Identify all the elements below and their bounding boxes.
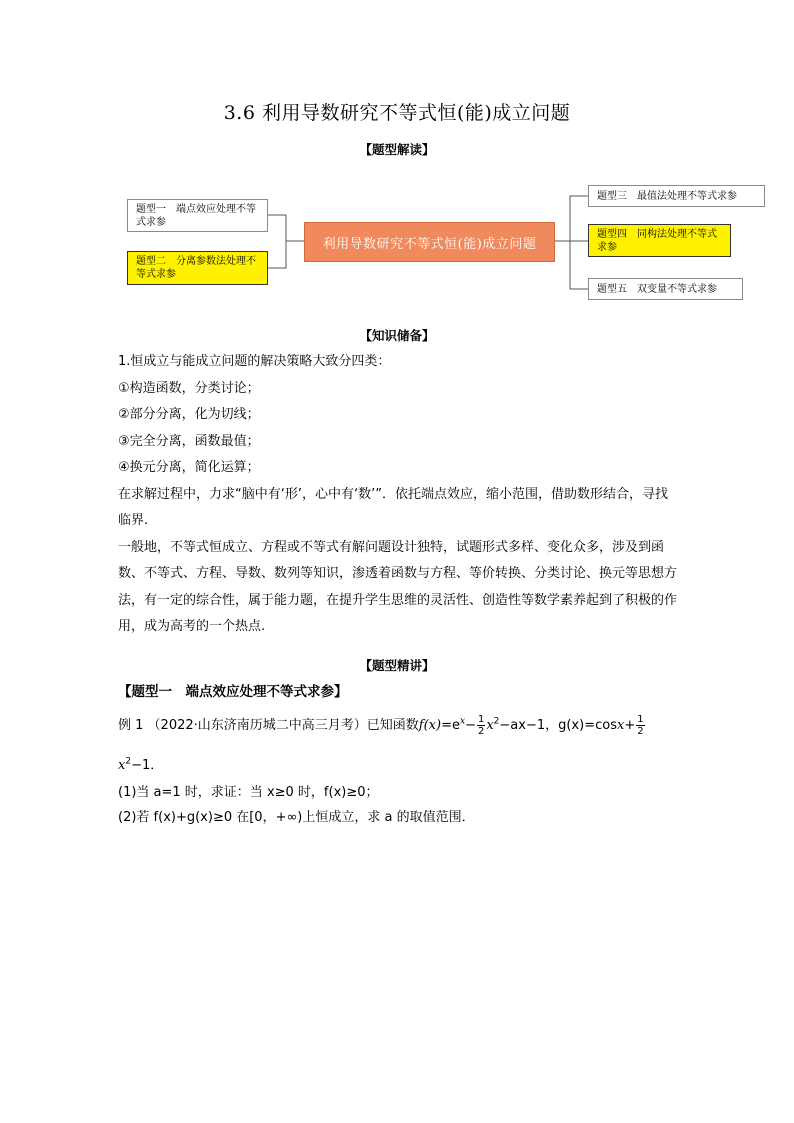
example-label: 例 1: [118, 718, 144, 733]
fx-rhs-a: =e: [441, 718, 460, 733]
fraction-denominator: 2: [477, 726, 485, 737]
fx-exponent: x: [459, 716, 466, 727]
mindmap-node-type5: 题型五 双变量不等式求参: [588, 278, 743, 300]
fx-x: x: [486, 718, 494, 733]
left-bracket: [268, 215, 286, 268]
knowledge-line: ②部分分离，化为切线；: [118, 407, 260, 422]
gx-plus: +: [624, 718, 636, 733]
knowledge-paragraph: 一般地，不等式恒成立、方程或不等式有解问题设计独特，试题形式多样、变化众多，涉及到函数、不等式、方程、导数、数列等知识，渗透着函数与方程、等价转换、分类讨论、换元等思想方法，有一定的综合性，属于能力题，在提升学生思维的灵活性、创造性等数学素养起到了积极的作用，成为高考的一个热点.: [118, 539, 678, 634]
section-heading-reading: 【题型解读】: [359, 142, 435, 157]
mindmap-node-type3: 题型三 最值法处理不等式求参: [588, 185, 765, 207]
mindmap-node-type2: 题型二 分离参数法处理不等式求参: [127, 251, 268, 285]
example-line-2: [118, 754, 163, 773]
mindmap-center-node: 利用导数研究不等式恒(能)成立问题: [304, 222, 555, 262]
knowledge-line: ③完全分离，函数最值；: [118, 433, 260, 449]
mindmap-node-type1: 题型一 端点效应处理不等式求参: [127, 199, 268, 232]
example-line-1: [118, 714, 646, 737]
fx-lhs: f(x): [418, 718, 442, 733]
fraction-numerator: 1: [477, 714, 485, 725]
type1-heading: 【题型一 端点效应处理不等式求参】: [118, 684, 348, 700]
line2-x: x: [118, 758, 126, 773]
knowledge-line: ④换元分离，简化运算；: [118, 460, 260, 475]
example-part-2: (2)若 f(x)+g(x)≥0 在[0，+∞)上恒成立，求 a 的取值范围．: [118, 810, 475, 825]
fraction-numerator: 1: [637, 714, 644, 725]
line2-square: 2: [125, 756, 132, 767]
fraction-half-2: [636, 714, 644, 737]
section-heading-lecture: 【题型精讲】: [359, 658, 435, 673]
mindmap-node-type4: 题型四 同构法处理不等式求参: [588, 224, 731, 257]
gx: g(x)=cos: [558, 718, 617, 733]
example-part-1: (1)当 a=1 时，求证：当 x≥0 时，f(x)≥0；: [118, 785, 379, 800]
fraction-half: [477, 714, 485, 737]
knowledge-paragraph: 在求解过程中，力求“脑中有‘形’，心中有‘数’”．依托端点效应，缩小范围，借助数形结合，寻找临界.: [118, 486, 668, 528]
gx-x: x: [616, 718, 625, 733]
knowledge-body: [118, 349, 678, 641]
section-heading-knowledge: 【知识储备】: [359, 328, 435, 343]
fx-rhs-c: −ax−1，: [499, 718, 559, 733]
line2-rest: −1．: [131, 758, 164, 773]
fraction-denominator: 2: [637, 726, 644, 737]
knowledge-line: 1.恒成立与能成立问题的解决策略大致分四类：: [118, 354, 391, 369]
example-source: （2022·山东济南历城二中高三月考）已知函数: [147, 718, 419, 733]
knowledge-line: ①构造函数，分类讨论；: [118, 380, 260, 396]
fx-minus: −: [465, 718, 476, 733]
fx-square: 2: [493, 716, 500, 727]
mindmap-connectors: [0, 0, 794, 320]
page-title: 3.6 利用导数研究不等式恒(能)成立问题: [223, 102, 571, 124]
right-bracket: [570, 196, 588, 289]
